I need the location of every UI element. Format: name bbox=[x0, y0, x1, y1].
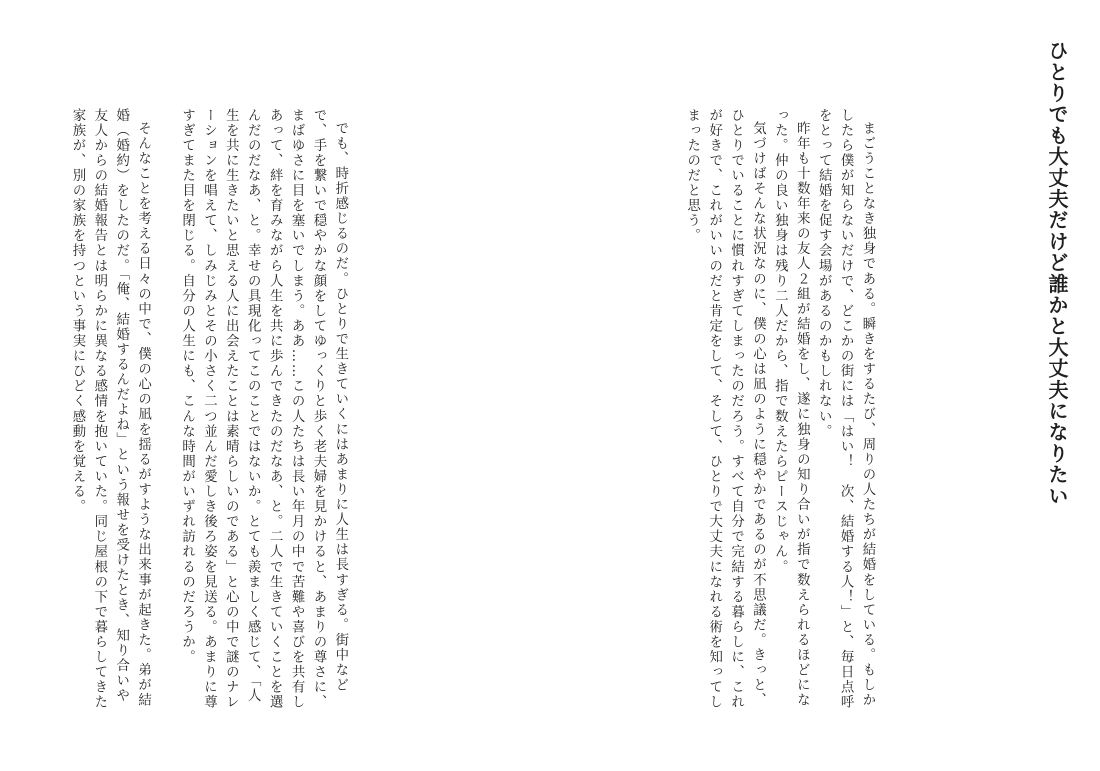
paragraph: 昨年も十数年来の友人２組が結婚をし、遂に独身の知り合いが指で数えられるほどになった。仲の良い独身は残り二人だから、指で数えたらピースじゃん。 bbox=[772, 108, 810, 709]
paragraph: 気づけばそんな状況なのに、僕の心は凪のように穏やかであるのが不思議だ。きっと、ひとりでいることに慣れすぎてしまったのだろう。すべて自分で完結する暮らしに、これが好きで、これがいいのだと肯定をして、そして、ひとりで大丈夫になれる術を知ってしまったのだと思う。 bbox=[684, 108, 766, 710]
paragraph: でも、時折感じるのだ。ひとりで生きていくにはあまりに人生は長すぎる。街中などで、手を繋いで穏やかな顔をしてゆっくりと歩く老夫婦を見かけると、あまりの尊さに、まばゆさに目を塞いでしまう。ああ……この人たちは長い年月の中で苦難や喜びを共有しあって、絆を育みながら人生を共に歩んできたのだなあ、と。二人で生きていくことを選んだのだなあ、と。幸せの具現化ってこのことではないか。とても羨ましく感じて、「人生を共に生きたいと思える人に出会えたことは素晴らしいのである」と心の中で謎のナレーションを唱えて、しみじみとその小さく二つ並んだ愛しき後ろ姿を見送る。あまりに尊すぎてまた目を閉じる。自分の人生にも、こんな時間がいずれ訪れるのだろうか。 bbox=[179, 108, 348, 710]
text-block-second bbox=[66, 108, 351, 710]
text-block-first bbox=[681, 108, 878, 714]
essay-title: ひとりでも大丈夫だけど誰かと大丈夫になりたい bbox=[1045, 40, 1069, 507]
paragraph: まごうことなき独身である。瞬きをするたび、周りの人たちが結婚をしている。もしかしたら僕が知らないだけで、どこかの街には「はい！ 次、結婚する人！」と、毎日点呼をとって結婚を促す会場があるのかもしれない。 bbox=[816, 108, 875, 710]
paragraph: そんなことを考える日々の中で、僕の心の凪を揺るがすような出来事が起きた。弟が結婚（婚約）をしたのだ。「俺、結婚するんだよね」という報せを受けたとき、知り合いや友人からの結婚報告とは明らかに異なる感情を抱いていた。同じ屋根の下で暮らしてきた家族が、別の家族を持つという事実にひどく感動を覚える。 bbox=[69, 108, 151, 710]
